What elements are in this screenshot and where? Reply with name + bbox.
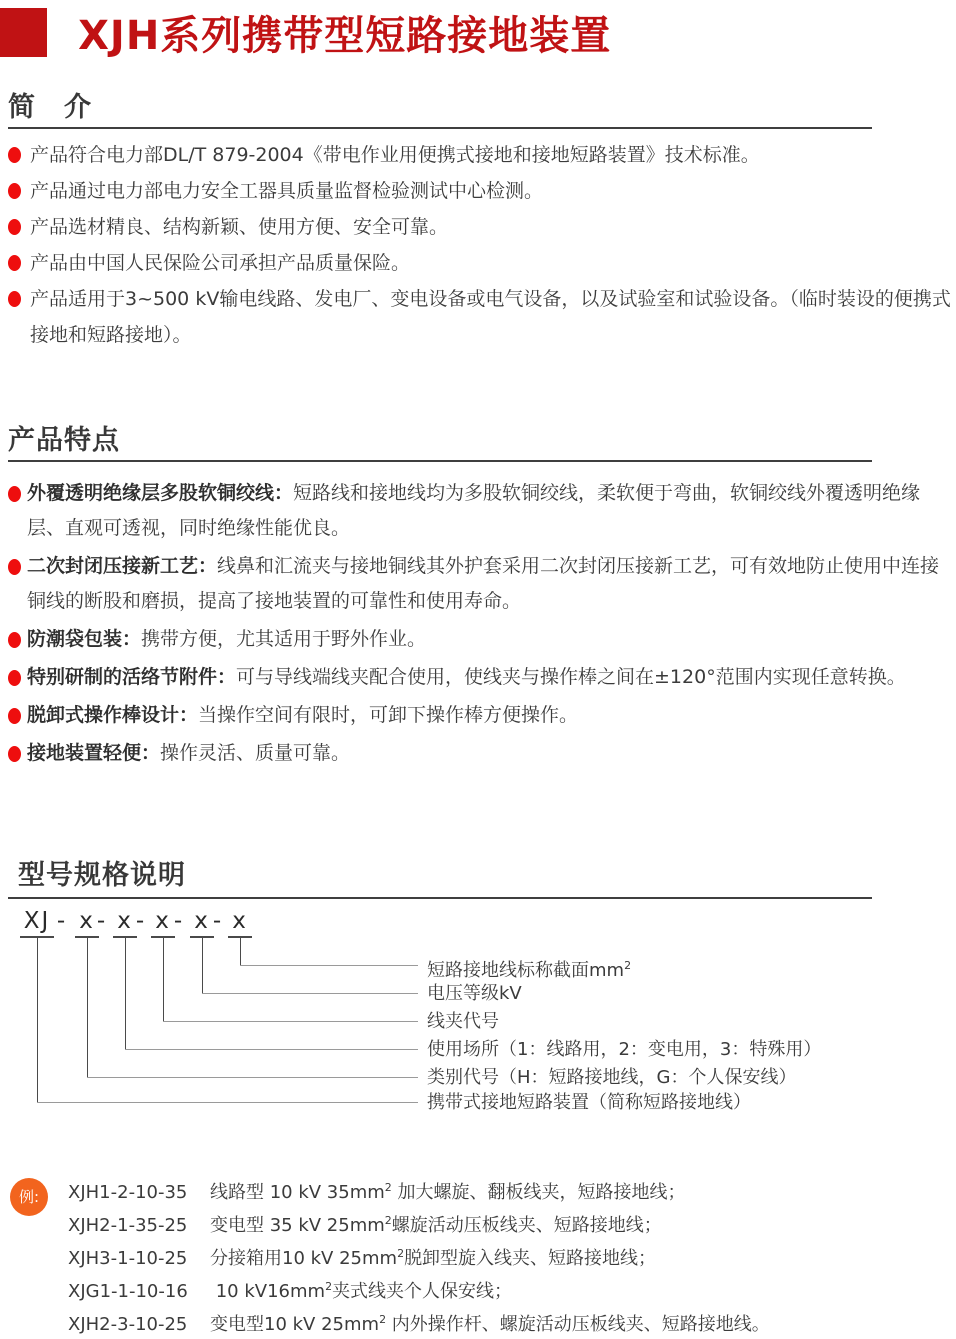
diagram-label <box>427 1065 796 1090</box>
example-sup: 2 <box>379 1313 387 1326</box>
feature-item <box>8 698 948 733</box>
example-badge: 例: <box>10 1178 48 1216</box>
bullet-icon <box>8 219 21 235</box>
example-desc: 夹式线夹个人保安线； <box>332 1281 513 1302</box>
section-heading-model <box>8 861 872 899</box>
diagram-hline <box>87 1077 418 1078</box>
feature-item <box>8 549 948 619</box>
example-row <box>68 1207 948 1240</box>
code-dash: - <box>96 908 106 934</box>
diagram-label <box>427 1009 499 1034</box>
example-code: XJG1-1-10-16 <box>68 1281 188 1302</box>
diagram-vline <box>87 936 88 1077</box>
feature-body: 当操作空间有限时，可卸下操作棒方便操作。 <box>198 704 579 726</box>
diagram-vline <box>163 936 164 1021</box>
code-dash: - <box>135 908 145 934</box>
example-desc: 变电型 35 kV 25mm <box>210 1215 385 1236</box>
example-row <box>68 1174 948 1207</box>
diagram-label-text: 电压等级kV <box>427 983 522 1004</box>
section-heading-features <box>8 426 872 462</box>
example-code: XJH2-1-35-25 <box>68 1215 188 1236</box>
diagram-vline <box>240 936 241 965</box>
diagram-vline <box>37 936 38 1102</box>
features-list <box>8 476 948 774</box>
example-row <box>68 1306 948 1339</box>
diagram-label-text: 类别代号（H：短路接地线，G：个人保安线） <box>427 1067 797 1088</box>
feature-item <box>8 476 948 546</box>
feature-body: 短路线和接地线均为多股软铜绞线，柔软便于弯曲，软铜绞线外覆透明绝缘层、直观可透视，同时绝缘性能优良。 <box>27 482 921 539</box>
page-title: XJH系列携带型短路接地装置 <box>78 13 612 59</box>
example-rows <box>68 1174 948 1339</box>
bullet-icon <box>8 708 21 724</box>
intro-item <box>8 245 952 281</box>
code-segment: x <box>190 908 214 938</box>
diagram-vline <box>125 936 126 1049</box>
code-dash: - <box>212 908 222 934</box>
code-segment: x <box>151 908 175 938</box>
feature-lead: 脱卸式操作棒设计： <box>27 704 199 726</box>
page-header <box>0 4 612 59</box>
example-desc: 线路型 10 kV 35mm <box>210 1182 385 1203</box>
bullet-icon <box>8 559 21 575</box>
bullet-icon <box>8 632 21 648</box>
features-heading-text: 产品特点 <box>8 425 120 456</box>
feature-item <box>8 736 948 771</box>
code-segment: x <box>75 908 99 938</box>
feature-item <box>8 622 948 657</box>
diagram-label <box>427 981 522 1006</box>
diagram-hline <box>37 1102 418 1103</box>
diagram-label <box>427 1090 751 1115</box>
example-desc: 加大螺旋、翻板线夹，短路接地线； <box>391 1182 686 1203</box>
intro-heading-text: 简 介 <box>8 92 92 123</box>
example-desc: 内外操作杆、螺旋活动压板线夹、短路接地线。 <box>386 1314 770 1335</box>
example-sup: 2 <box>384 1181 392 1194</box>
intro-item-text: 产品通过电力部电力安全工器具质量监督检验测试中心检测。 <box>30 180 544 202</box>
diagram-label-text: 携带式接地短路装置（简称短路接地线） <box>427 1092 751 1113</box>
diagram-label-text: 短路接地线标称截面mm <box>427 960 625 981</box>
bullet-icon <box>8 147 21 163</box>
code-dash: - <box>173 908 183 934</box>
feature-lead: 二次封闭压接新工艺： <box>27 555 218 577</box>
feature-body: 携带方便，尤其适用于野外作业。 <box>141 628 427 650</box>
brand-mark <box>0 8 47 57</box>
feature-lead: 接地装置轻便： <box>27 742 161 764</box>
bullet-icon <box>8 291 21 307</box>
bullet-icon <box>8 486 21 502</box>
feature-body: 线鼻和汇流夹与接地铜线其外护套采用二次封闭压接新工艺，可有效地防止使用中连接铜线的断股和磨损，提高了接地装置的可靠性和使用寿命。 <box>27 555 940 612</box>
model-code-diagram <box>0 905 956 1150</box>
feature-lead: 特别研制的活络节附件： <box>27 666 237 688</box>
example-code: XJH2-3-10-25 <box>68 1314 188 1335</box>
diagram-vline <box>202 936 203 993</box>
example-code: XJH3-1-10-25 <box>68 1248 188 1269</box>
example-row <box>68 1273 948 1306</box>
example-desc: 螺旋活动压板线夹、短路接地线； <box>391 1215 662 1236</box>
bullet-icon <box>8 183 21 199</box>
example-sup: 2 <box>325 1280 333 1293</box>
feature-lead: 防潮袋包装： <box>27 628 142 650</box>
example-sup: 2 <box>397 1247 405 1260</box>
diagram-hline <box>202 993 418 994</box>
intro-item <box>8 281 952 353</box>
code-segment: x <box>113 908 137 938</box>
code-dash: - <box>56 908 66 934</box>
example-desc: 变电型10 kV 25mm <box>210 1314 380 1335</box>
feature-body: 可与导线端线夹配合使用，使线夹与操作棒之间在±120°范围内实现任意转换。 <box>236 666 906 688</box>
diagram-hline <box>163 1021 418 1022</box>
code-segment: XJ <box>20 908 54 938</box>
code-segment: x <box>228 908 252 938</box>
diagram-label-text: 线夹代号 <box>427 1011 499 1032</box>
intro-item <box>8 209 952 245</box>
feature-body: 操作灵活、质量可靠。 <box>160 742 351 764</box>
bullet-icon <box>8 670 21 686</box>
intro-item <box>8 137 952 173</box>
example-desc: 10 kV16mm <box>210 1281 326 1302</box>
section-heading-intro <box>8 93 872 129</box>
diagram-label-text: 使用场所（1：线路用，2：变电用，3：特殊用） <box>427 1039 822 1060</box>
diagram-label <box>427 1037 821 1062</box>
feature-lead: 外覆透明绝缘层多股软铜绞线： <box>27 482 294 504</box>
bullet-icon <box>8 255 21 271</box>
diagram-hline <box>125 1049 418 1050</box>
intro-item-text: 产品由中国人民保险公司承担产品质量保险。 <box>30 252 411 274</box>
bullet-icon <box>8 746 21 762</box>
example-desc: 分接箱用10 kV 25mm <box>210 1248 398 1269</box>
intro-item-text: 产品符合电力部DL/T 879-2004《带电作业用便携式接地和接地短路装置》技术标准。 <box>30 144 760 166</box>
intro-item-text: 产品适用于3~500 kV输电线路、发电厂、变电设备或电气设备，以及试验室和试验设备。（临时装设的便携式接地和短路接地）。 <box>30 288 951 346</box>
model-heading-text: 型号规格说明 <box>18 860 186 891</box>
example-code: XJH1-2-10-35 <box>68 1182 188 1203</box>
intro-item-text: 产品选材精良、结构新颖、使用方便、安全可靠。 <box>30 216 449 238</box>
diagram-hline <box>240 965 418 966</box>
diagram-label <box>427 953 632 981</box>
example-desc: 脱卸型旋入线夹、短路接地线； <box>404 1248 657 1269</box>
example-row <box>68 1240 948 1273</box>
intro-list <box>8 137 952 353</box>
example-sup: 2 <box>384 1214 392 1227</box>
feature-item <box>8 660 948 695</box>
diagram-label-sup: 2 <box>624 959 632 972</box>
intro-item <box>8 173 952 209</box>
